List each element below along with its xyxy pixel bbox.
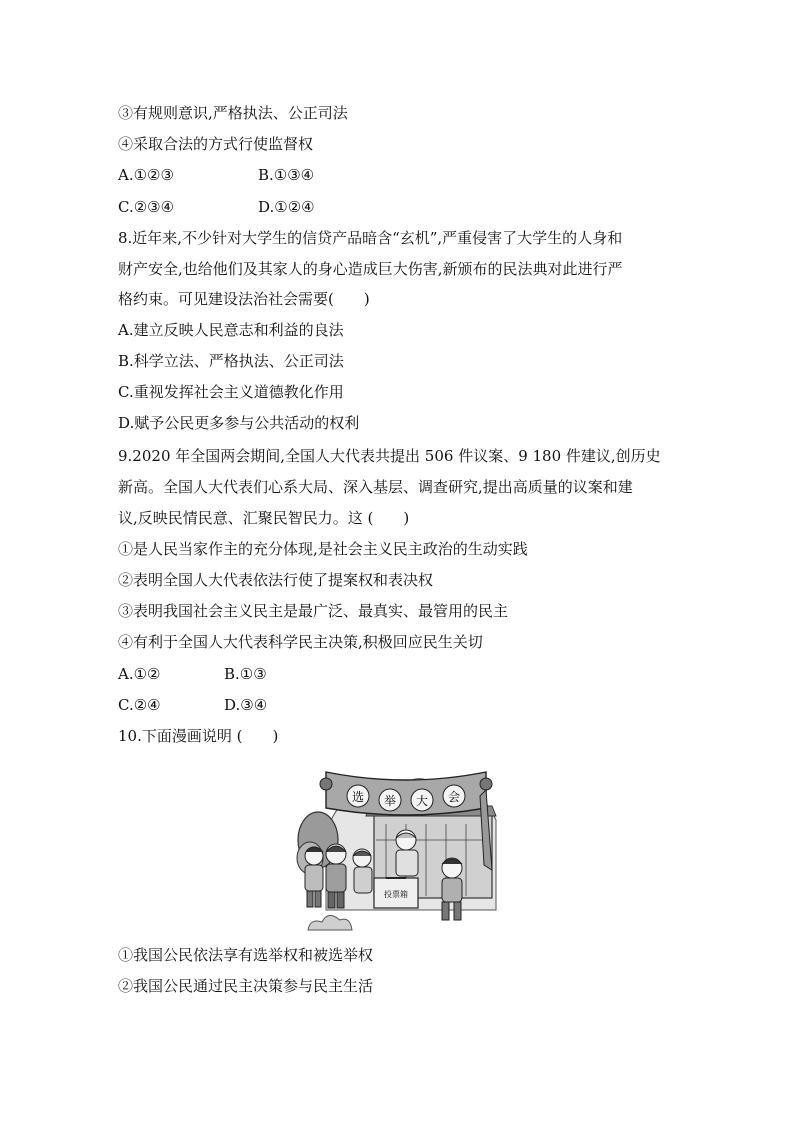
q7-option-a: A.①②③ xyxy=(118,166,174,184)
q9-option-a: A.①② xyxy=(118,665,161,683)
q9-stem-line-3: 议,反映民情民意、汇聚民智民力。这 ( ) xyxy=(118,509,410,527)
q7-option-d: D.①②④ xyxy=(258,198,315,216)
q7-option-c: C.②③④ xyxy=(118,198,175,216)
ballot-box-label: 投票箱 xyxy=(384,890,408,899)
q8-option-d: D.赋予公民更多参与公共活动的权利 xyxy=(118,414,360,432)
q10-stem-line-1: 10.下面漫画说明 ( ) xyxy=(118,727,279,745)
banner-char-1: 选 xyxy=(351,790,365,804)
q9-stem-line-2: 新高。全国人大代表们心系大局、深入基层、调查研究,提出高质量的议案和建 xyxy=(118,478,633,496)
banner-char-4: 会 xyxy=(447,790,461,804)
q7-item-3: ③有规则意识,严格执法、公正司法 xyxy=(118,104,348,122)
q7-option-b: B.①③④ xyxy=(258,166,315,184)
flower-icon xyxy=(480,778,492,790)
q9-item-3: ③表明我国社会主义民主是最广泛、最真实、最管用的民主 xyxy=(118,602,509,620)
q8-option-a: A.建立反映人民意志和利益的良法 xyxy=(118,321,344,339)
election-cartoon xyxy=(296,760,500,932)
q9-item-2: ②表明全国人大代表依法行使了提案权和表决权 xyxy=(118,571,434,589)
q7-item-4: ④采取合法的方式行使监督权 xyxy=(118,135,314,153)
banner-char-3: 大 xyxy=(415,794,429,808)
q9-option-b: B.①③ xyxy=(224,665,267,683)
q8-stem-line-2: 财产安全,也给他们及其家人的身心造成巨大伤害,新颁布的民法典对此进行严 xyxy=(118,260,623,278)
q9-item-1: ①是人民当家作主的充分体现,是社会主义民主政治的生动实践 xyxy=(118,540,528,558)
q9-option-d: D.③④ xyxy=(224,696,268,714)
q8-option-b: B.科学立法、严格执法、公正司法 xyxy=(118,352,344,370)
q9-item-4: ④有利于全国人大代表科学民主决策,积极回应民生关切 xyxy=(118,633,483,651)
q10-item-2: ②我国公民通过民主决策参与民主生活 xyxy=(118,977,374,995)
q8-option-c: C.重视发挥社会主义道德教化作用 xyxy=(118,383,344,401)
q9-stem-line-1: 9.2020 年全国两会期间,全国人大代表共提出 506 件议案、9 180 件建议,创历史 xyxy=(118,447,661,465)
flower-icon xyxy=(320,778,332,790)
q10-item-1: ①我国公民依法享有选举权和被选举权 xyxy=(118,946,374,964)
q8-stem-line-3: 格约束。可见建设法治社会需要( ) xyxy=(118,290,370,308)
q9-option-c: C.②④ xyxy=(118,696,161,714)
cloud-icon xyxy=(308,915,352,930)
q8-stem-line-1: 8.近年来,不少针对大学生的信贷产品暗含“玄机”,严重侵害了大学生的人身和 xyxy=(118,229,623,247)
banner-char-2: 举 xyxy=(383,794,397,808)
